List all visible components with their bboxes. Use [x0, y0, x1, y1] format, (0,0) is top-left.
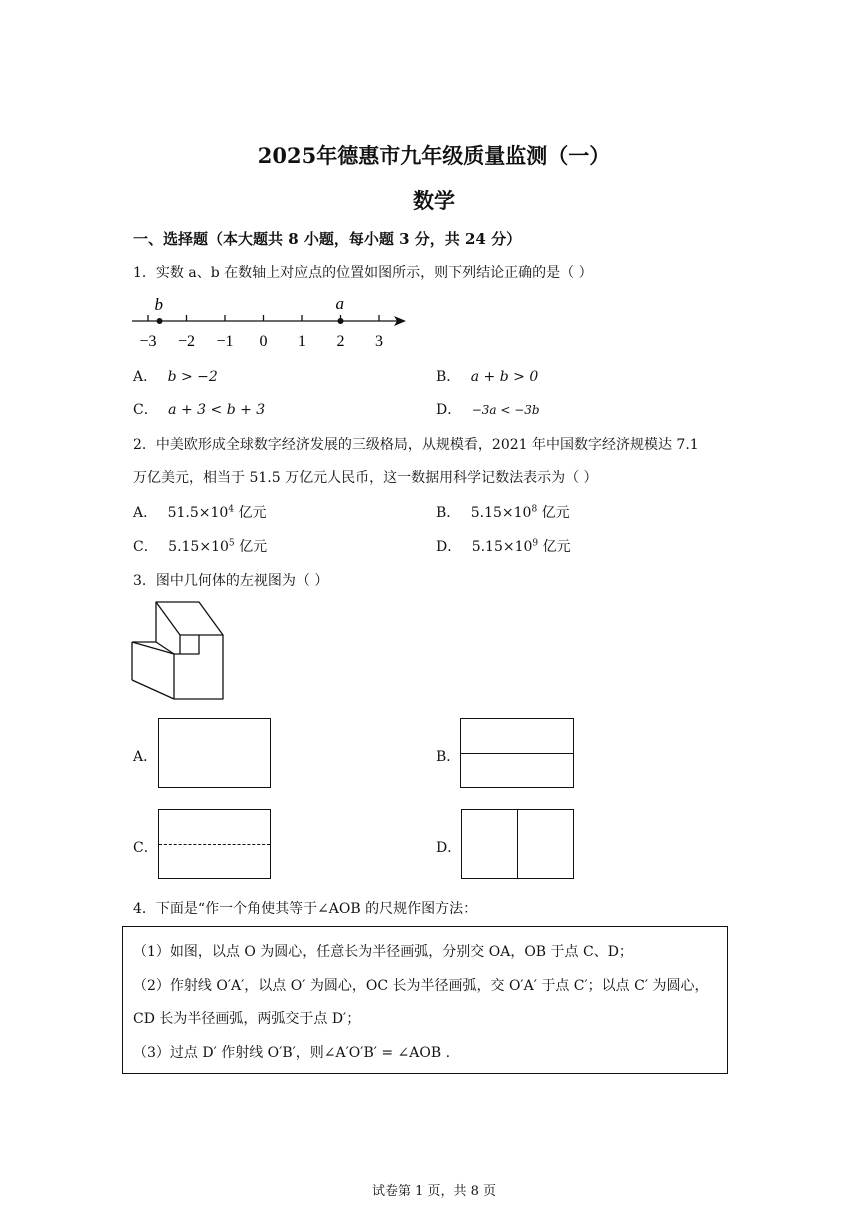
q3-option-a-key[interactable]: A． [133, 749, 158, 765]
q3-option-c-key[interactable]: C． [133, 840, 158, 856]
option-key: A． [133, 369, 158, 385]
option-text: a + b > 0 [470, 369, 539, 385]
option-text: −3a < −3b [471, 403, 540, 417]
page-footer: 试卷第 1 页，共 8 页 [371, 1184, 497, 1199]
point-b-label: b [154, 295, 164, 314]
option-unit: 亿元 [239, 539, 268, 555]
option-base: 51.5×10 [167, 505, 229, 521]
step-2: （2）作射线 O′A′，以点 O′ 为圆心，OC 长为半径画弧，交 O′A′ 于点 C′；以点 C′ 为圆心， [133, 978, 709, 994]
section-heading: 一、选择题（本大题共 8 小题，每小题 3 分，共 24 分） [133, 230, 522, 248]
option-unit: 亿元 [542, 539, 571, 555]
option-exponent: 9 [532, 538, 539, 549]
tick-label: −3 [139, 333, 157, 350]
step-3: （3）过点 D′ 作射线 O′B′，则∠A′O′B′ = ∠AOB . [133, 1045, 451, 1061]
option-text: a + 3 < b + 3 [168, 402, 266, 418]
option-key: B． [436, 505, 461, 521]
q1-stem: 1．实数 a、b 在数轴上对应点的位置如图所示，则下列结论正确的是（ ） [133, 265, 593, 281]
q1-option-d[interactable] [436, 399, 540, 419]
q3-option-b-key[interactable]: B． [436, 749, 461, 765]
point-a-label: a [335, 294, 344, 313]
q3-option-c-view[interactable] [158, 809, 271, 879]
tick-label: −2 [177, 333, 196, 350]
exam-title: 2025年德惠市九年级质量监测（一） [257, 143, 611, 168]
q2-option-a[interactable] [133, 502, 266, 522]
option-key: D． [436, 402, 462, 418]
tick-label: 1 [298, 333, 306, 350]
tick-label: −1 [216, 333, 234, 350]
subject-title: 数学 [413, 188, 455, 213]
step-1: （1）如图，以点 O 为圆心，任意长为半径画弧，分别交 OA，OB 于点 C、D； [133, 944, 633, 960]
q2-option-c[interactable] [133, 536, 267, 556]
point-a [338, 318, 344, 324]
q4-stem: 4．下面是“作一个角使其等于∠AOB 的尺规作图方法： [133, 901, 478, 917]
q3-option-d-key[interactable]: D． [436, 840, 462, 856]
option-exponent: 8 [531, 504, 538, 515]
option-exponent: 4 [228, 504, 235, 515]
construction-steps-box [122, 926, 728, 1074]
q3-option-a-view[interactable] [158, 718, 271, 788]
tick-label: 2 [336, 333, 345, 350]
vertical-line [517, 810, 518, 878]
tick-label: 3 [375, 333, 383, 350]
q3-option-d-view[interactable] [461, 809, 574, 879]
q2-option-b[interactable] [436, 502, 570, 522]
q1-option-c[interactable] [133, 399, 265, 419]
q1-option-a[interactable] [133, 366, 218, 386]
q2-option-d[interactable] [436, 536, 571, 556]
option-text: b > −2 [167, 369, 218, 385]
option-exponent: 5 [228, 538, 235, 549]
option-unit: 亿元 [238, 505, 267, 521]
q3-stem: 3．图中几何体的左视图为（ ） [133, 573, 329, 589]
option-key: C． [133, 539, 158, 555]
option-key: A． [133, 505, 158, 521]
number-line-figure [128, 290, 413, 352]
option-unit: 亿元 [541, 505, 570, 521]
solid-figure [128, 598, 228, 704]
option-key: C． [133, 402, 158, 418]
q2-stem-line2: 万亿美元，相当于 51.5 万亿元人民币，这一数据用科学记数法表示为（ ） [133, 470, 598, 486]
option-base: 5.15×10 [470, 505, 532, 521]
tick-label: 0 [259, 333, 268, 350]
q1-option-b[interactable] [436, 366, 538, 386]
step-2-continued: CD 长为半径画弧，两弧交于点 D′； [133, 1011, 361, 1027]
dashed-line [159, 844, 270, 845]
point-b [157, 318, 163, 324]
option-key: B． [436, 369, 461, 385]
option-base: 5.15×10 [471, 539, 533, 555]
horizontal-line [461, 753, 573, 754]
q2-stem-line1: 2．中美欧形成全球数字经济发展的三级格局，从规模看，2021 年中国数字经济规模达 7.1 [133, 437, 699, 453]
option-base: 5.15×10 [168, 539, 229, 555]
q3-option-b-view[interactable] [460, 718, 574, 788]
option-key: D． [436, 539, 462, 555]
